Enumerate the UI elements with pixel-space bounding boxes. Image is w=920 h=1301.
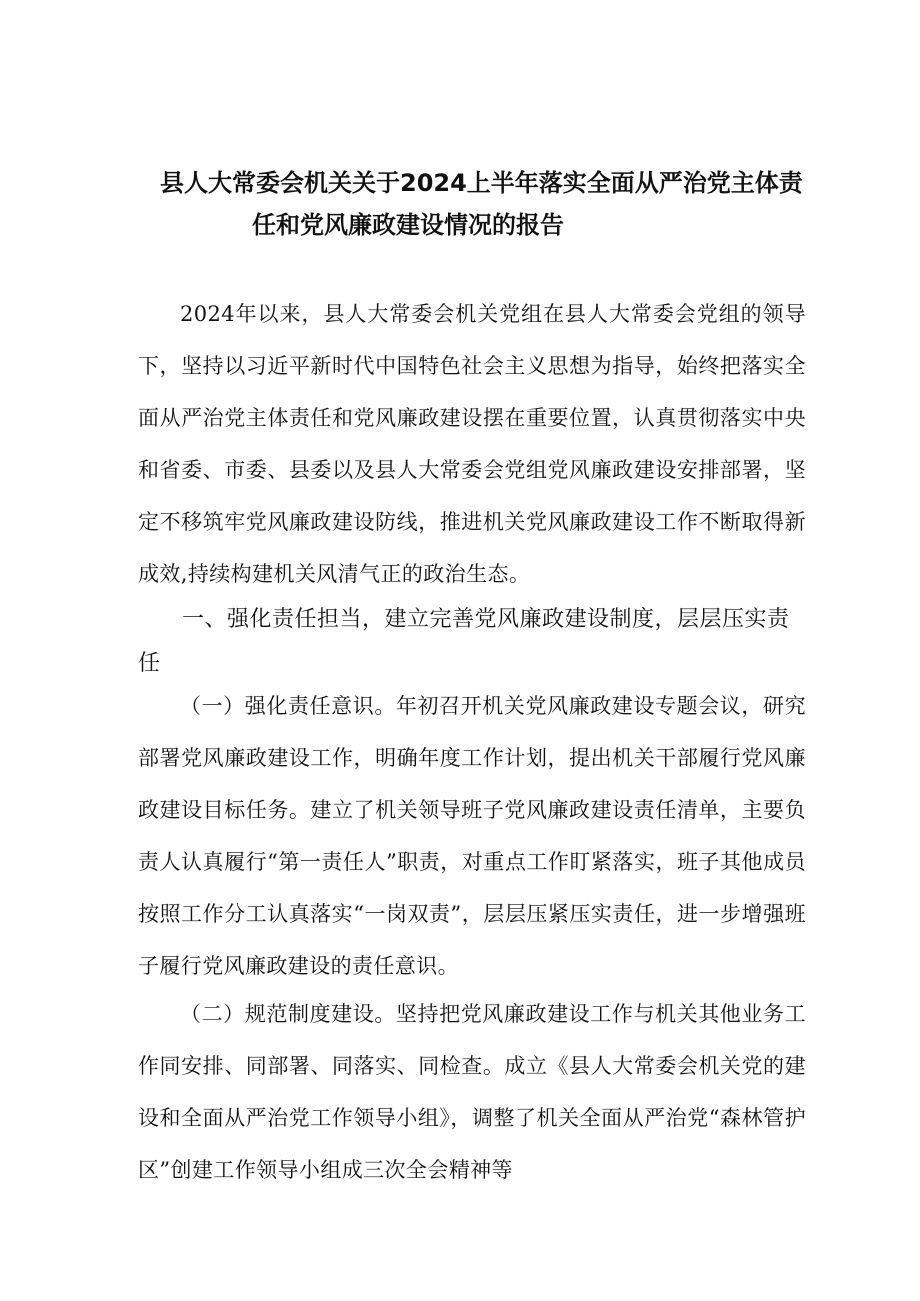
document-title — [130, 162, 810, 246]
intro-section — [138, 288, 806, 600]
subsection-2 — [138, 988, 806, 1196]
paragraph-responsibility-awareness: （一）强化责任意识。年初召开机关党风廉政建设专题会议，研究部署党风廉政建设工作，明确年度工作计划，提出机关干部履行党风廉政建设目标任务。建立了机关领导班子党风廉政建设责任清单，主要负责人认真履行“第一责任人”职责，对重点工作盯紧落实，班子其他成员按照工作分工认真落实“一岗双责”，层层压紧压实责任，进一步增强班子履行党风廉政建设的责任意识。 — [138, 694, 806, 978]
subsection-1 — [138, 680, 806, 992]
section-1-heading: 一、强化责任担当，建立完善党风廉政建设制度，层层压实责任 — [138, 607, 790, 676]
title-line-2: 任和党风廉政建设情况的报告 — [252, 211, 564, 239]
paragraph-system-building: （二）规范制度建设。坚持把党风廉政建设工作与机关其他业务工作同安排、同部署、同落实、同检查。成立《县人大常委会机关党的建设和全面从严治党工作领导小组》，调整了机关全面从严治党“森林管护区”创建工作领导小组成三次全会精神等 — [138, 1002, 806, 1182]
section-1-heading-block — [138, 598, 806, 686]
intro-paragraph: 2024年以来，县人大常委会机关党组在县人大常委会党组的领导下，坚持以习近平新时代中国特色社会主义思想为指导，始终把落实全面从严治党主体责任和党风廉政建设摆在重要位置，认真贯彻落实中央和省委、市委、县委以及县人大常委会党组党风廉政建设安排部署，坚定不移筑牢党风廉政建设防线，推进机关党风廉政建设工作不断取得新成效,持续构建机关风清气正的政治生态。 — [138, 302, 806, 586]
title-line-1: 县人大常委会机关关于2024上半年落实全面从严治党主体责 — [160, 169, 803, 197]
